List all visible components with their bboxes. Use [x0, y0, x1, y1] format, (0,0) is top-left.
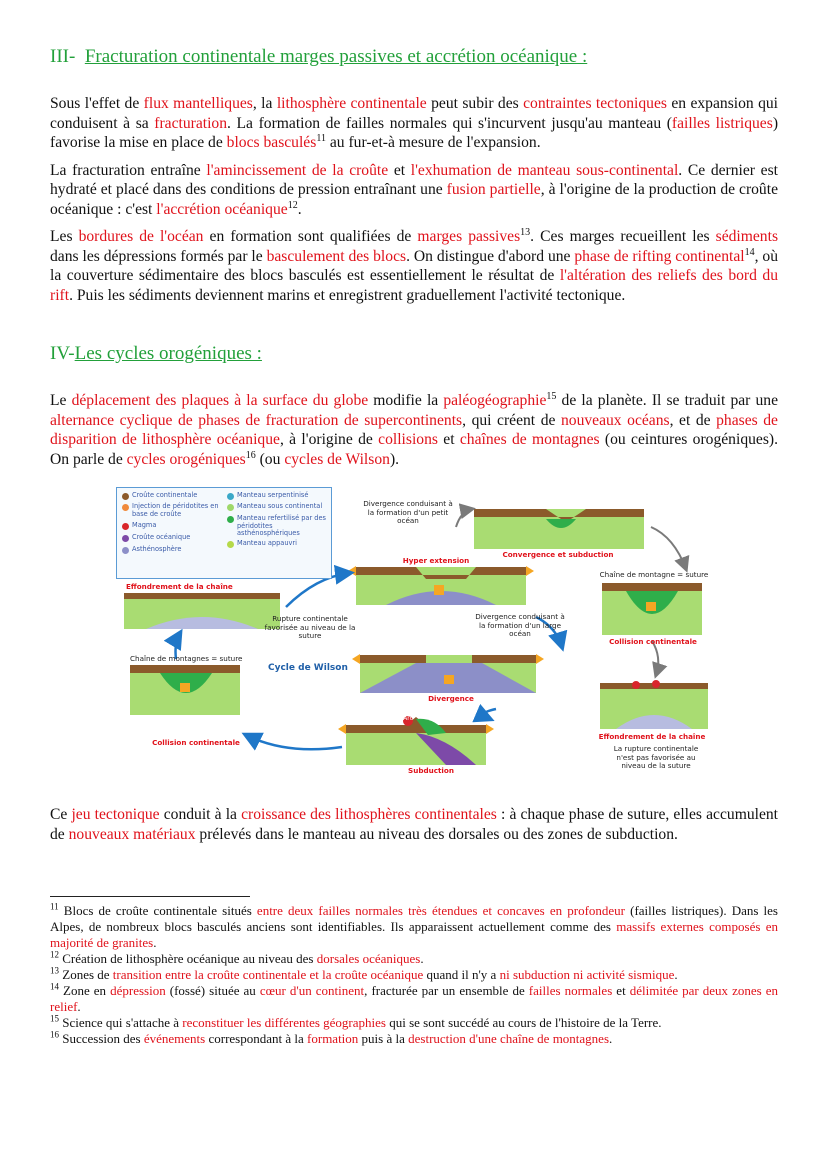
highlighted-term: dorsales océaniques [316, 951, 421, 966]
section-3-title: Fracturation continentale marges passives et accrétion océanique : [84, 46, 588, 67]
text-run: dans les dépressions formés par le [50, 247, 267, 265]
footnote-number: 12 [50, 949, 59, 960]
text-run: . [674, 967, 678, 982]
section-3-number: III- [50, 46, 76, 67]
highlighted-term: l'altération des reliefs des bord du rift [50, 267, 778, 304]
highlighted-term: entre deux failles normales très étendues et concaves en profondeur [256, 903, 625, 918]
panel-collapse-right [600, 680, 708, 729]
highlighted-term: alternance cyclique de phases de fracturation de supercontinents [50, 411, 463, 429]
text-run: Blocs de croûte continentale situés [58, 903, 257, 918]
footnote-15 [50, 1015, 778, 1031]
text-run: , la [252, 95, 277, 112]
section-3-heading [50, 46, 778, 68]
text-run: , à l'origine de la production de croûte océanique : c'est [50, 181, 778, 218]
footnote-ref: 15 [546, 390, 557, 402]
label-divergence: Divergence [428, 694, 474, 703]
footnote-ref: 11 [316, 132, 326, 144]
text-run: . [297, 200, 302, 218]
section-3-paragraph-3 [50, 227, 778, 305]
text-run: qui se sont succédé au cours de l'histoire de la Terre. [385, 1015, 662, 1030]
footnote-number: 15 [50, 1013, 59, 1024]
legend-swatch [227, 504, 234, 511]
footnote-number: 11 [50, 901, 59, 912]
text-run: prélevés dans le manteau au niveau des dorsales ou des zones de subduction. [195, 825, 678, 843]
page [50, 46, 778, 1047]
text-run: . Puis les sédiments deviennent marins et enregistrent graduellement l'activité tectonique. [69, 286, 626, 304]
footnote-ref: 14 [744, 246, 755, 258]
text-run: ) favorise la mise en place de [50, 114, 779, 151]
highlighted-term: destruction d'une chaîne de montagnes [408, 1031, 610, 1046]
text-run: , et de [669, 411, 717, 429]
legend-swatch [227, 493, 234, 500]
label-convergence: Convergence et subduction [502, 550, 614, 559]
legend-swatch [122, 523, 129, 530]
highlighted-term: dépression [110, 983, 166, 998]
highlighted-term: fusion partielle [446, 181, 541, 198]
text-run: (failles listriques). Dans les Alpes, de nombreux blocs basculés anciens sont identifiables. Ils apparaissent actuellement comme des [50, 903, 778, 934]
legend-label: Croûte océanique [132, 533, 191, 541]
footnote-ref: 12 [287, 199, 298, 211]
highlighted-term: l'exhumation de manteau sous-continental [410, 161, 679, 179]
text-run: ). [389, 450, 400, 468]
text-run: : à chaque phase de suture, elles accumulent de [50, 806, 778, 843]
highlighted-term: marges passives [417, 228, 521, 245]
footnote-separator [50, 896, 250, 897]
text-run: et [437, 431, 460, 448]
legend-label: Manteau sous continental [237, 502, 323, 510]
wilson-cycle-diagram [116, 487, 716, 777]
section-4-number: IV- [50, 343, 75, 364]
text-run: , fracturée par un ensemble de [364, 983, 529, 998]
label-collapse-1: Effondrement de la chaîne [126, 582, 233, 591]
panel-mountain-suture-left [130, 665, 240, 715]
text-run: au fur-et-à mesure de l'expansion. [325, 134, 541, 151]
panel-hyper-extension [348, 566, 534, 605]
text-run: La fracturation entraîne [50, 161, 207, 179]
highlighted-term: collisions [378, 431, 438, 448]
highlighted-term: lithosphère continentale [276, 95, 427, 112]
text-run: en formation sont qualifiées de [203, 228, 418, 245]
legend-label: Asthénosphère [132, 545, 182, 553]
text-run: Zone en [59, 983, 111, 998]
highlighted-term: phase de rifting continental [574, 247, 745, 265]
text-run: , qui créent de [462, 411, 561, 429]
label-small-ocean: Divergence conduisant à la formation d'un petit océan [363, 499, 453, 525]
text-run: , à l'origine de [279, 431, 379, 448]
text-run: (ou [255, 450, 285, 468]
highlighted-term: nouveaux océans [560, 411, 670, 429]
highlighted-term: transition entre la croûte continentale et la croûte océanique [112, 967, 424, 982]
text-run: Sous l'effet de [50, 95, 144, 112]
text-run: en expansion qui conduisent à sa [50, 95, 779, 132]
label-large-ocean: Divergence conduisant à la formation d'un large océan [475, 612, 565, 638]
highlighted-term: chaînes de montagnes [459, 431, 600, 448]
text-run: modifie la [368, 392, 444, 409]
footnote-12 [50, 951, 778, 967]
section-4-conclusion [50, 805, 778, 844]
panel-collapse-left [124, 593, 280, 629]
panel-small-ocean [474, 509, 644, 549]
highlighted-term: l'amincissement de la croûte [206, 161, 389, 179]
text-run: quand il n'y a [423, 967, 500, 982]
legend-label: Injection de péridotites en base de croûte [132, 502, 219, 518]
section-4-title: Les cycles orogéniques : [74, 343, 262, 364]
legend-label: Manteau serpentinisé [237, 491, 309, 499]
text-run: puis à la [358, 1031, 409, 1046]
text-run: . [77, 999, 81, 1014]
highlighted-term: massifs externes composés en majorité de granites [50, 919, 778, 950]
highlighted-term: jeu tectonique [71, 806, 160, 823]
highlighted-term: flux mantelliques [143, 95, 253, 112]
section-4 [50, 343, 778, 469]
section-3-paragraph-2 [50, 161, 778, 220]
footnote-ref: 13 [520, 226, 531, 238]
highlighted-term: cycles orogéniques [126, 450, 246, 468]
legend-swatch [122, 535, 129, 542]
text-run: et [388, 161, 411, 179]
panel-divergence [352, 654, 544, 693]
highlighted-term: paléogéographie [443, 392, 547, 409]
diagram-legend [116, 487, 332, 579]
text-run: Les [50, 228, 79, 245]
footnote-16 [50, 1031, 778, 1047]
highlighted-term: failles normales [528, 983, 613, 998]
highlighted-term: nouveaux matériaux [68, 825, 196, 843]
label-mountain-suture-left: Chaîne de montagnes = suture [130, 654, 243, 663]
section-3-paragraph-1 [50, 94, 778, 153]
highlighted-term: l'accrétion océanique [156, 200, 288, 218]
text-run: Science qui s'attache à [59, 1015, 183, 1030]
legend-swatch [227, 516, 234, 523]
highlighted-term: basculement des blocs [266, 247, 407, 265]
highlighted-term: sédiments [715, 228, 779, 245]
highlighted-term: fracturation [154, 114, 228, 132]
legend-label: Magma [132, 521, 157, 529]
highlighted-term: cycles de Wilson [284, 450, 390, 468]
text-run: . [420, 951, 424, 966]
text-run: correspondant à la [205, 1031, 308, 1046]
text-run: Succession des [59, 1031, 144, 1046]
highlighted-term: reconstituer les différentes géographies [182, 1015, 386, 1030]
highlighted-term: phases de disparition de lithosphère océanique [50, 411, 778, 448]
label-subduction: Subduction [408, 766, 454, 775]
text-run: , où la couverture sédimentaire des blocs basculés est essentiellement le résultat de [50, 247, 778, 284]
label-collapse-2: Effondrement de la chaîne [598, 732, 706, 741]
text-run: . [153, 935, 157, 950]
footnote-13 [50, 967, 778, 983]
label-rupture: Rupture continentale favorisée au niveau de la suture [264, 614, 356, 640]
legend-label: Manteau refertilisé par des péridotites asthénosphériques [237, 514, 326, 537]
footnotes [50, 903, 778, 1047]
legend-swatch [122, 493, 129, 500]
highlighted-term: bordures de l'océan [78, 228, 204, 245]
label-collision-right: Collision continentale [609, 637, 697, 646]
label-mountain-suture-right: Chaîne de montagne = suture [599, 570, 709, 579]
text-run: (ou ceintures orogéniques). On parle de [50, 431, 778, 468]
footnote-number: 16 [50, 1029, 59, 1040]
footnote-number: 13 [50, 965, 59, 976]
legend-swatch [122, 504, 129, 511]
text-run: . Ces marges recueillent les [530, 228, 716, 245]
panel-subduction [338, 716, 494, 765]
highlighted-term: croissance des lithosphères continentales [241, 806, 497, 823]
section-4-heading [50, 343, 778, 365]
text-run: Zones de [59, 967, 113, 982]
text-run: de la planète. Il se traduit par une [556, 392, 778, 409]
text-run: peut subir des [426, 95, 524, 112]
label-collision-left: Collision continentale [152, 738, 240, 747]
footnote-11 [50, 903, 778, 951]
cycle-title: Cycle de Wilson [268, 663, 348, 673]
footnote-ref: 16 [245, 449, 256, 461]
legend-swatch [227, 541, 234, 548]
text-run: . On distingue d'abord une [406, 247, 575, 265]
text-run: . La formation de failles normales qui s'incurvent jusqu'au manteau ( [227, 114, 672, 132]
text-run: et [612, 983, 630, 998]
text-run: . Ce dernier est hydraté et placé dans des conditions de pression entraînant une [50, 161, 778, 198]
highlighted-term: contraintes tectoniques [523, 95, 667, 112]
text-run: Création de lithosphère océanique au niveau des [59, 951, 317, 966]
highlighted-term: délimitée par deux zones en relief [50, 983, 779, 1014]
label-no-rupture: La rupture continentale n'est pas favorisée au niveau de la suture [613, 744, 699, 770]
highlighted-term: failles listriques [671, 114, 773, 132]
text-run: . [609, 1031, 613, 1046]
text-run: (fossé) située au [165, 983, 260, 998]
text-run: Le [50, 392, 72, 409]
highlighted-term: cœur d'un continent [259, 983, 365, 998]
legend-label: Croûte continentale [132, 491, 198, 499]
highlighted-term: événements [143, 1031, 206, 1046]
section-3 [50, 46, 778, 305]
highlighted-term: formation [307, 1031, 359, 1046]
section-4-paragraph-1 [50, 391, 778, 469]
footnote-14 [50, 983, 778, 1015]
highlighted-term: blocs basculés [226, 134, 317, 151]
label-hyper-extension: Hyper extension [402, 556, 470, 565]
text-run: conduit à la [159, 806, 242, 823]
section-4-paragraph-2 [50, 805, 778, 844]
legend-swatch [122, 547, 129, 554]
legend-label: Manteau appauvri [237, 539, 297, 547]
highlighted-term: déplacement des plaques à la surface du globe [71, 392, 369, 409]
highlighted-term: ni subduction ni activité sismique [499, 967, 675, 982]
panel-mountain-suture-right [602, 583, 702, 635]
text-run: Ce [50, 806, 72, 823]
label-arc: Arc [403, 715, 413, 722]
footnote-number: 14 [50, 981, 59, 992]
